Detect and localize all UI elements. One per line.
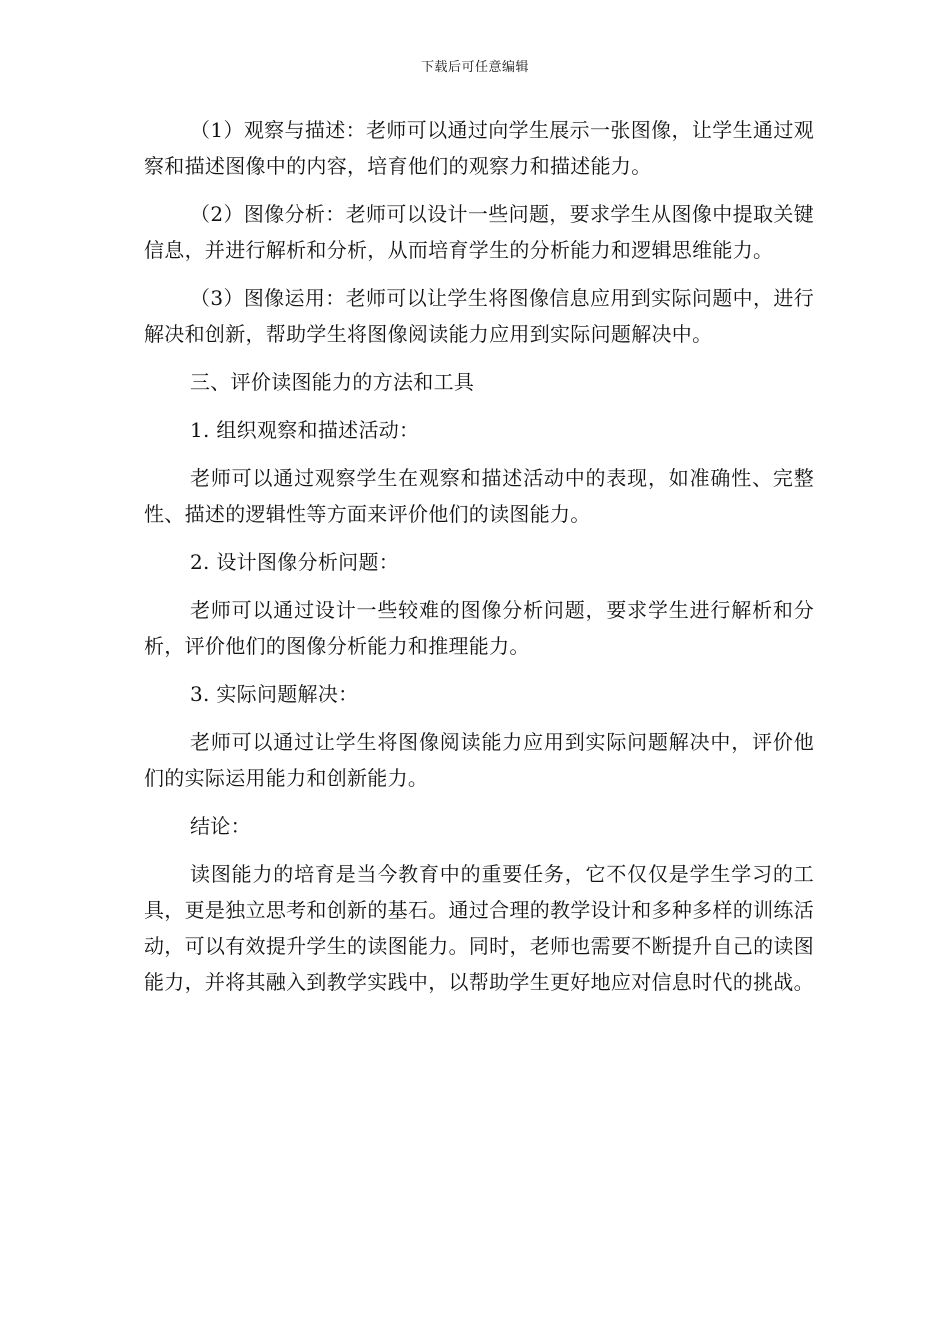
paragraph-observe-describe: （1）观察与描述：老师可以通过向学生展示一张图像，让学生通过观察和描述图像中的内容，培育他们的观察力和描述能力。 xyxy=(144,118,814,178)
subheading-problem-solving: 3. 实际问题解决： xyxy=(190,682,359,706)
document-body xyxy=(144,112,814,1012)
subheading-observation-activity: 1. 组织观察和描述活动： xyxy=(190,418,420,442)
section-heading-evaluation: 三、评价读图能力的方法和工具 xyxy=(190,370,475,394)
heading-conclusion: 结论： xyxy=(190,814,251,838)
page-header: 下载后可任意编辑 xyxy=(420,60,529,75)
paragraph-image-analysis: （2）图像分析：老师可以设计一些问题，要求学生从图像中提取关键信息，并进行解析和分析，从而培育学生的分析能力和逻辑思维能力。 xyxy=(144,202,814,262)
paragraph-conclusion: 读图能力的培育是当今教育中的重要任务，它不仅仅是学生学习的工具，更是独立思考和创新的基石。通过合理的教学设计和多种多样的训练活动，可以有效提升学生的读图能力。同时，老师也需要不断提升自己的读图能力，并将其融入到教学实践中，以帮助学生更好地应对信息时代的挑战。 xyxy=(144,862,814,994)
paragraph-problem-solving-evaluation: 老师可以通过让学生将图像阅读能力应用到实际问题解决中，评价他们的实际运用能力和创新能力。 xyxy=(144,730,814,790)
paragraph-analysis-evaluation: 老师可以通过设计一些较难的图像分析问题，要求学生进行解析和分析，评价他们的图像分析能力和推理能力。 xyxy=(144,598,814,658)
paragraph-image-application: （3）图像运用：老师可以让学生将图像信息应用到实际问题中，进行解决和创新，帮助学生将图像阅读能力应用到实际问题解决中。 xyxy=(144,286,814,346)
subheading-analysis-questions: 2. 设计图像分析问题： xyxy=(190,550,400,574)
paragraph-observation-evaluation: 老师可以通过观察学生在观察和描述活动中的表现，如准确性、完整性、描述的逻辑性等方面来评价他们的读图能力。 xyxy=(144,466,814,526)
